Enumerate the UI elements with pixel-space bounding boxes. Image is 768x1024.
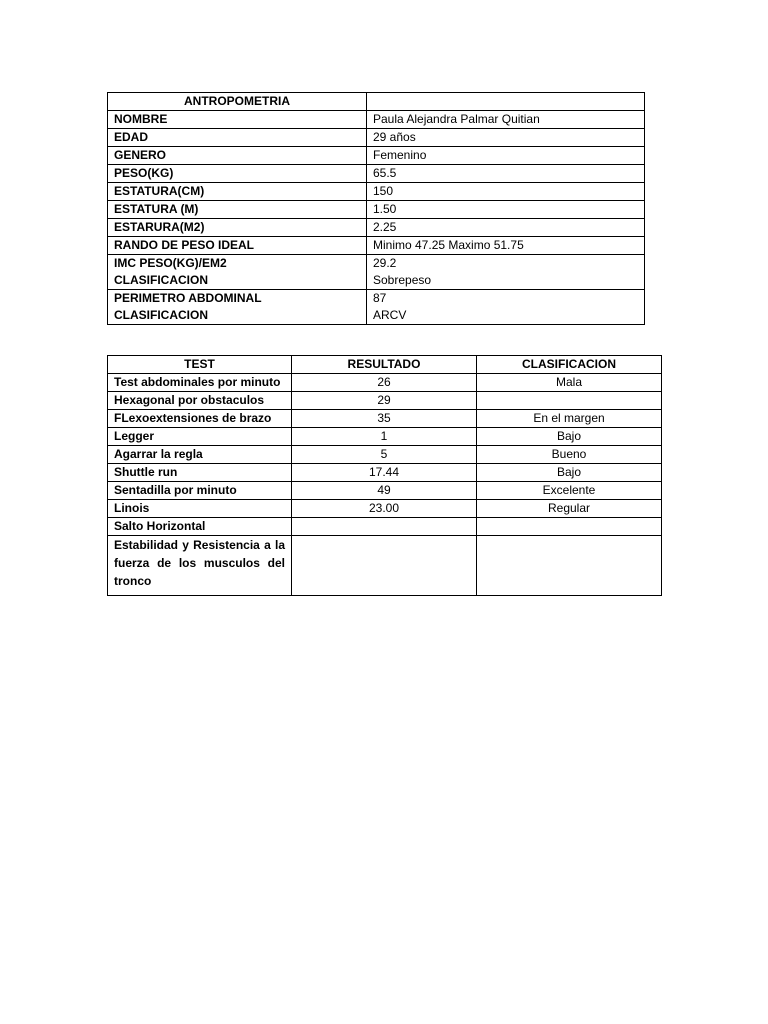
table-row (108, 428, 662, 446)
tests-table (107, 355, 662, 596)
abdominal-values (367, 290, 645, 325)
imc-classification-label: CLASIFICACION (114, 273, 208, 287)
test-name: FLexoextensiones de brazo (108, 410, 292, 428)
imc-label: IMC PESO(KG)/EM2 (114, 256, 227, 270)
test-result: 1 (292, 428, 477, 446)
row-value: 29 años (367, 129, 645, 147)
table-row (108, 147, 645, 165)
row-value: 1.50 (367, 201, 645, 219)
test-classification: Mala (477, 374, 662, 392)
test-classification: Regular (477, 500, 662, 518)
table-row (108, 482, 662, 500)
table-row (108, 410, 662, 428)
table-row (108, 446, 662, 464)
test-name: Legger (108, 428, 292, 446)
abdominal-row (108, 290, 645, 325)
test-classification: Bajo (477, 464, 662, 482)
anthropometry-table (107, 92, 645, 325)
abdominal-labels (108, 290, 367, 325)
imc-classification-value: Sobrepeso (373, 273, 432, 287)
row-label: ESTARURA(M2) (108, 219, 367, 237)
tests-header-row (108, 356, 662, 374)
imc-value: 29.2 (373, 256, 397, 270)
table-row (108, 111, 645, 129)
column-header-test: TEST (108, 356, 292, 374)
row-label: PESO(KG) (108, 165, 367, 183)
test-result: 17.44 (292, 464, 477, 482)
table-row (108, 536, 662, 596)
anthropometry-header-value (367, 93, 645, 111)
test-result (292, 518, 477, 536)
table-row (108, 374, 662, 392)
anthropometry-header-row (108, 93, 645, 111)
abdominal-value: 87 (373, 291, 387, 305)
table-row (108, 237, 645, 255)
test-classification (477, 536, 662, 596)
row-value: 65.5 (367, 165, 645, 183)
imc-labels (108, 255, 367, 290)
test-classification: Excelente (477, 482, 662, 500)
imc-row (108, 255, 645, 290)
test-name: Test abdominales por minuto (108, 374, 292, 392)
test-classification: Bajo (477, 428, 662, 446)
table-row (108, 500, 662, 518)
test-result: 35 (292, 410, 477, 428)
row-label: ESTATURA(CM) (108, 183, 367, 201)
abdominal-classification-label: CLASIFICACION (114, 308, 208, 322)
test-result: 5 (292, 446, 477, 464)
imc-values (367, 255, 645, 290)
test-name: Shuttle run (108, 464, 292, 482)
row-value: Paula Alejandra Palmar Quitian (367, 111, 645, 129)
row-value: Femenino (367, 147, 645, 165)
test-result (292, 536, 477, 596)
row-value: 2.25 (367, 219, 645, 237)
row-value: Minimo 47.25 Maximo 51.75 (367, 237, 645, 255)
table-row (108, 165, 645, 183)
test-classification: Bueno (477, 446, 662, 464)
table-row (108, 201, 645, 219)
table-row (108, 183, 645, 201)
column-header-classification: CLASIFICACION (477, 356, 662, 374)
table-row (108, 219, 645, 237)
test-classification: En el margen (477, 410, 662, 428)
test-name: Estabilidad y Resistencia a la fuerza de los musculos del tronco (108, 536, 292, 596)
test-name: Sentadilla por minuto (108, 482, 292, 500)
table-row (108, 518, 662, 536)
test-classification (477, 518, 662, 536)
anthropometry-title: ANTROPOMETRIA (108, 93, 367, 111)
test-name: Agarrar la regla (108, 446, 292, 464)
test-name: Linois (108, 500, 292, 518)
row-label: NOMBRE (108, 111, 367, 129)
column-header-result: RESULTADO (292, 356, 477, 374)
abdominal-label: PERIMETRO ABDOMINAL (114, 291, 262, 305)
row-label: GENERO (108, 147, 367, 165)
table-row (108, 129, 645, 147)
row-value: 150 (367, 183, 645, 201)
table-row (108, 392, 662, 410)
abdominal-classification-value: ARCV (373, 308, 407, 322)
table-row (108, 464, 662, 482)
row-label: ESTATURA (M) (108, 201, 367, 219)
test-result: 29 (292, 392, 477, 410)
row-label: RANDO DE PESO IDEAL (108, 237, 367, 255)
row-label: EDAD (108, 129, 367, 147)
test-classification (477, 392, 662, 410)
test-name: Hexagonal por obstaculos (108, 392, 292, 410)
test-name: Salto Horizontal (108, 518, 292, 536)
test-result: 49 (292, 482, 477, 500)
test-result: 23.00 (292, 500, 477, 518)
test-result: 26 (292, 374, 477, 392)
